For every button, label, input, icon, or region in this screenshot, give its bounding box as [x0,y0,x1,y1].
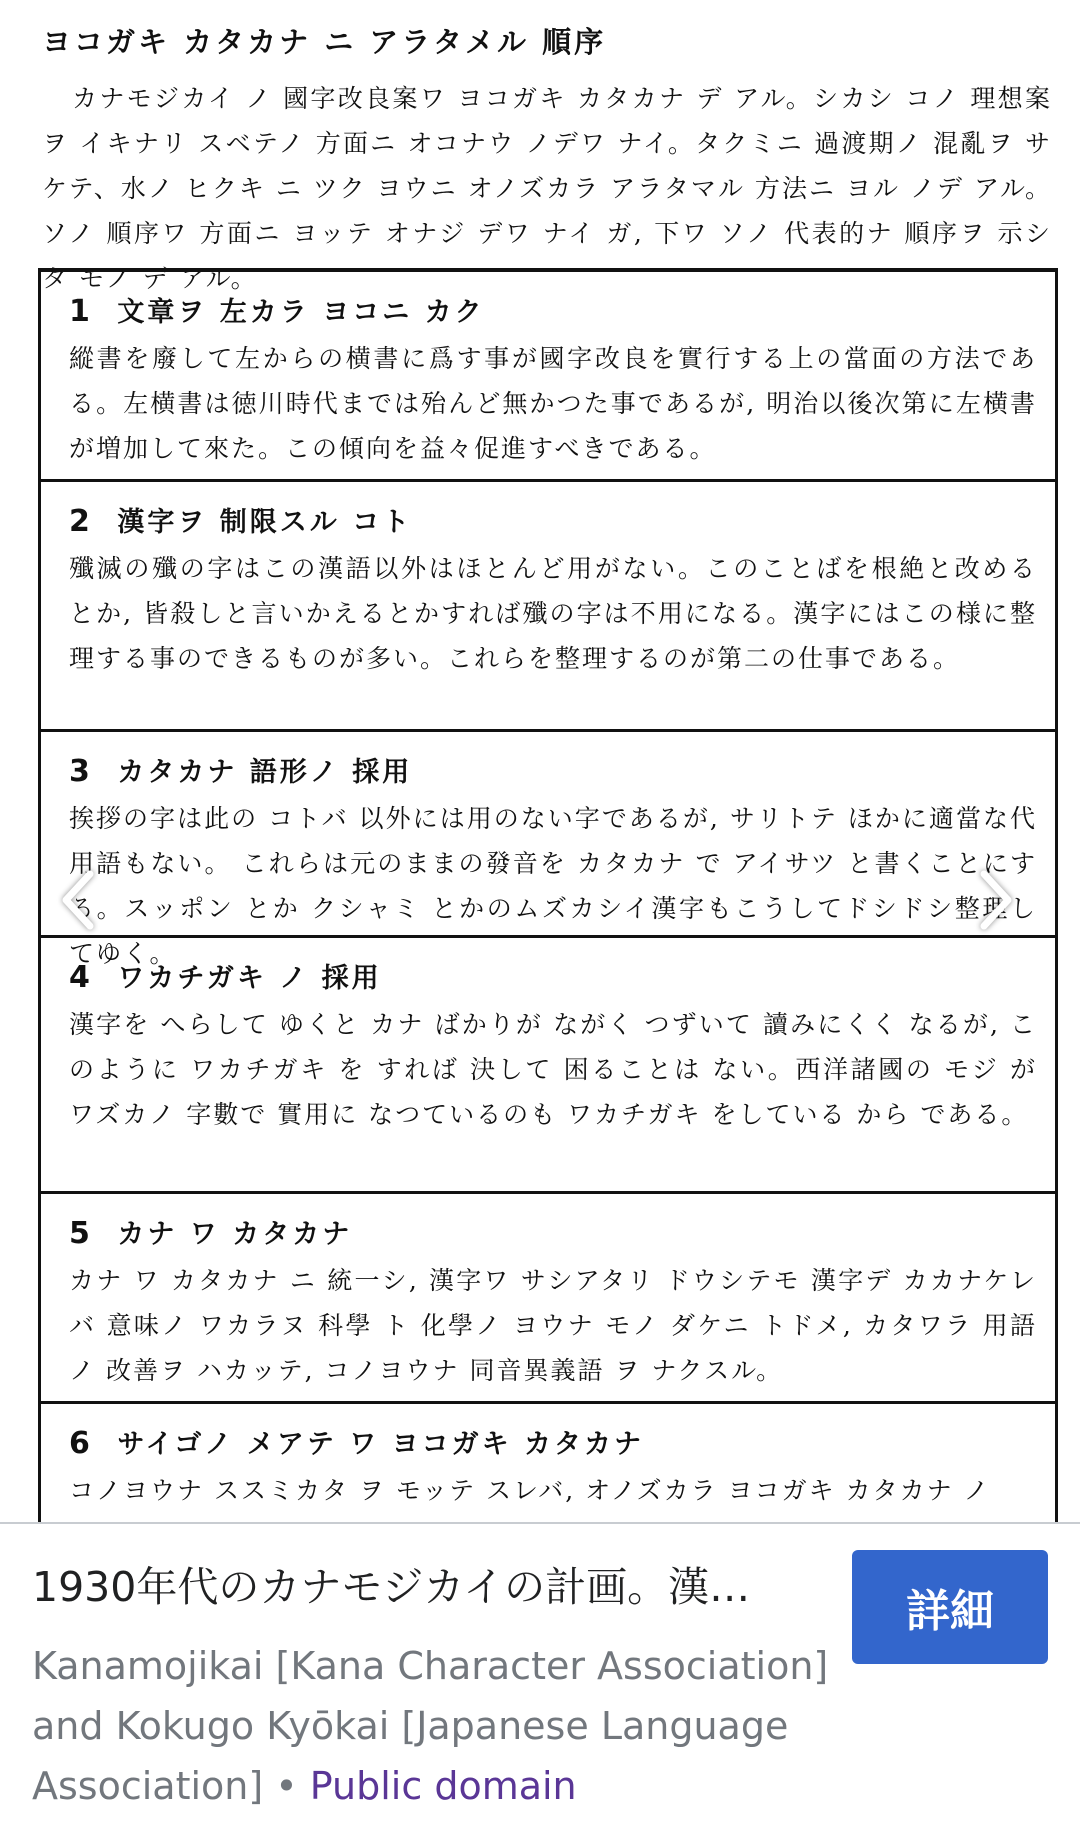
chevron-right-icon [976,868,1016,932]
next-image-button[interactable] [968,860,1024,940]
section-4 [41,938,1055,1194]
separator: • [263,1764,310,1808]
section-number: 1 [69,294,93,329]
section-1 [41,272,1055,482]
section-heading [69,500,412,539]
section-6 [41,1404,1055,1522]
section-body: 縱書を廢して左からの横書に爲す事が國字改良を實行する上の當面の方法である。左横書は徳川時代までは殆んど無かつた事であるが, 明治以後次第に左横書が増加して來た。この傾向を益々促進すべきである。 [69,344,1037,463]
section-number: 3 [69,754,93,789]
section-title: カタカナ 語形ノ 採用 [117,757,413,788]
section-2 [41,482,1055,732]
section-body: 漢字を へらして ゆくと カナ ばかりが ながく つずいて 讀みにくく なるが, このように ワカチガキ を すれば 決して 困ることは ない。西洋諸國の モジ が ワズカノ 字數で 實用に なつているのも ワカチガキ をしている から である。 [69,1010,1037,1129]
section-5 [41,1194,1055,1404]
image-info-panel [0,1522,1080,1828]
chevron-left-icon [58,868,98,932]
image-caption[interactable]: 1930年代のカナモジカイの計画。漢… [32,1563,751,1611]
section-3 [41,732,1055,968]
section-title: サイゴノ メアテ ワ ヨコガキ カタカナ [117,1429,645,1460]
sections-table [38,268,1058,1522]
section-heading [69,956,382,995]
section-title: ワカチガキ ノ 採用 [117,963,382,994]
author-text: Kanamojikai [Kana Character Association] and Kokugo Kyōkai [Japanese Language Association] [32,1644,829,1808]
section-title: 漢字ヲ 制限スル コト [117,507,413,538]
section-number: 5 [69,1216,93,1251]
details-button[interactable]: 詳細 [852,1550,1048,1664]
section-heading [69,1212,352,1251]
attribution [32,1636,832,1816]
document-intro: カナモジカイ ノ 國字改良案ワ ヨコガキ カタカナ デ アル。シカシ コノ 理想案ヲ イキナリ スベテノ 方面ニ オコナウ ノデワ ナイ。タクミニ 過渡期ノ 混亂ヲ サケテ、水ノ ヒクキ ニ ツク ヨウニ オノズカラ アラタマル 方法ニ ヨル ノデ アル。 ソノ 順序ワ 方面ニ ヨッテ オナジ デワ ナイ ガ, 下ワ ソノ 代表的ナ 順序ヲ 示シタ モノ デ アル。 [42,84,1052,293]
section-body: コノヨウナ ススミカタ ヲ モッテ スレバ, オノズカラ ヨコガキ カタカナ ノ [69,1476,991,1505]
license-link[interactable]: Public domain [309,1764,577,1808]
document-title: ヨコガキ カタカナ ニ アラタメル 順序 [42,25,607,59]
section-body: 殲滅の殲の字はこの漢語以外はほとんど用がない。このことばを根絶と改めるとか, 皆殺しと言いかえるとかすれば殲の字は不用になる。漢字にはこの様に整理する事のできるものが多い。これらを整理するのが第二の仕事である。 [69,554,1037,673]
section-number: 2 [69,504,93,539]
section-number: 6 [69,1426,93,1461]
section-number: 4 [69,960,93,995]
previous-image-button[interactable] [50,860,106,940]
section-title: カナ ワ カタカナ [117,1219,353,1250]
section-body: 挨拶の字は此の コトバ 以外には用のない字であるが, サリトテ ほかに適當な代用語もない。 これらは元のままの發音を カタカナ で アイサツ と書くことにする。スッポン とか クシャミ とかのムズカシイ漢字もこうしてドシドシ整理してゆく。 [69,804,1037,968]
section-heading [69,1422,644,1461]
section-body: カナ ワ カタカナ ニ 統一シ, 漢字ワ サシアタリ ドウシテモ 漢字デ カカナケレバ 意味ノ ワカラヌ 科學 ト 化學ノ ヨウナ モノ ダケニ トドメ, カタワラ 用語ノ 改善ヲ ハカッテ, コノヨウナ 同音異義語 ヲ ナクスル。 [69,1266,1037,1385]
section-title: 文章ヲ 左カラ ヨコニ カク [117,297,485,328]
section-heading [69,290,485,329]
section-heading [69,750,412,789]
